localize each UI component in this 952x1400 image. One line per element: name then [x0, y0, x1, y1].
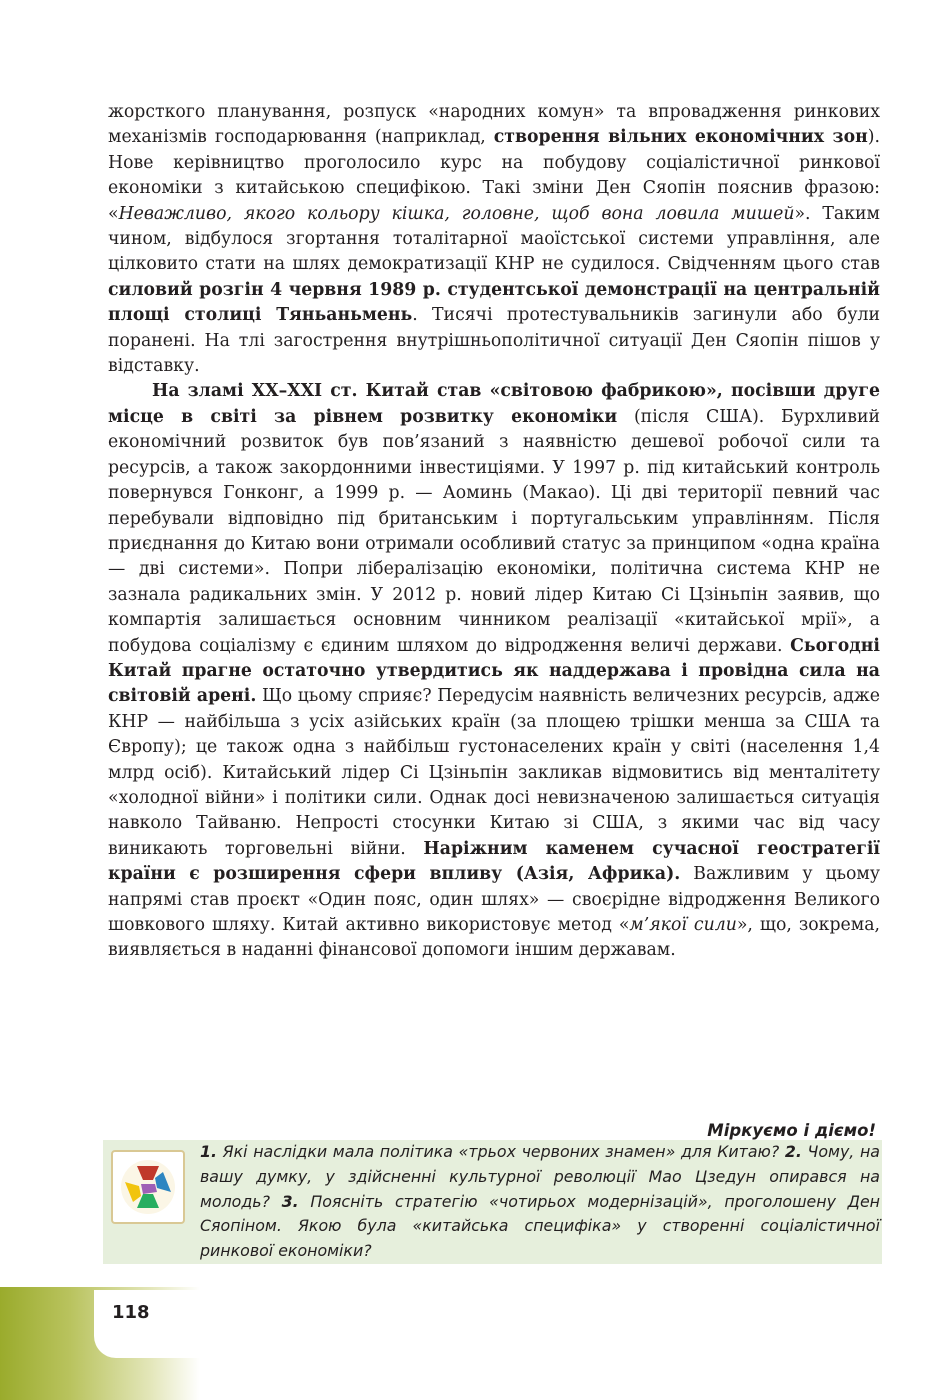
think-section-heading: Міркуємо і діємо!	[707, 1121, 876, 1140]
main-text	[108, 100, 880, 964]
text-run: Важливим у цьому напрямі став проєкт «Один пояс, один шлях» — своєрідне відродження Великого шовкового шляху. Китай активно використовує метод «	[108, 864, 880, 935]
question-number: 3.	[281, 1191, 299, 1211]
question-number: 2.	[784, 1142, 802, 1161]
bold-run: Наріжним каменем сучасної геостратегії країни є розширення сфери впливу (Азія, Африка).	[108, 838, 880, 885]
question-text: Які наслідки мала політика «трьох червоних знамен» для Китаю?	[217, 1142, 785, 1161]
hands-icon	[111, 1150, 185, 1224]
question-text: Поясніть стратегію «чотирьох модернізацій», проголошену Ден Сяопіном. Якою була «китайська специфіка» у створенні соціалістичної ринкової економіки?	[200, 1191, 881, 1261]
term-italic: м’якої сили	[629, 915, 737, 935]
bold-run: створення вільних економічних зон	[493, 127, 868, 148]
think-box	[103, 1140, 882, 1264]
question-text: Чому, на вашу думку, у здійсненні культурної революції Мао Цзедун опирався на молодь?	[200, 1142, 880, 1211]
text-run: (після США). Бурхливий економічний розвиток був пов’язаний з наявністю дешевої робочої сили та ресурсів, а також закордонними інвестиціями. У 1997 р. під китайський контроль повернувся Гонконг, а 1999 р. — Аоминь (Макао). Ці дві території певний час перебували відповідно під британським і португальським управлінням. Після приєднання до Китаю вони отримали особливий статус за принципом «одна країна — дві системи». Попри лібералізацію економіки, політична система КНР не зазнала радикальних змін. У 2012 р. новий лідер Китаю Сі Цзіньпін заявив, що компартія залишається основним чинником реалізації «китайської мрії», а побудова соціалізму є єдиним шляхом до відродження величі держави.	[108, 406, 880, 656]
bold-run: На зламі XX–XXI ст. Китай став «світовою фабрикою», посівши друге місце в світі за рівнем розвитку економіки	[108, 381, 880, 427]
paragraph-2	[108, 379, 880, 963]
text-run: ». Таким чином, відбулося згортання тоталітарної маоїстської системи управління, але цілковито стати на шлях демократизації КНР не судилося. Свідченням цього став	[108, 203, 880, 275]
text-run: . Тисячі протестувальників загинули або були поранені. На тлі загострення внутрішньополітичної ситуації Ден Сяопін пішов у відставку.	[108, 305, 881, 377]
page-number: 118	[112, 1302, 150, 1323]
think-questions	[200, 1140, 880, 1264]
bold-run: силовий розгін 4 червня 1989 р. студентської демонстрації на центральній площі столиці Тяньаньмень	[108, 279, 880, 326]
page-number-tab	[94, 1290, 294, 1358]
quote-italic: Неважливо, якого кольору кішка, головне, щоб вона ловила мишей	[118, 203, 795, 224]
text-run: », що, зокрема, виявляється в наданні фінансової допомоги іншим державам.	[108, 915, 880, 961]
text-run: жорсткого планування, розпуск «народних комун» та впровадження ринкових механізмів господарювання (наприклад,	[108, 102, 880, 148]
bold-run: Сьогодні Китай прагне остаточно утвердитись як наддержава і провідна сила на світовій арені.	[108, 635, 880, 707]
paragraph-1	[108, 100, 880, 379]
text-run: ). Нове керівництво проголосило курс на побудову соціалістичної ринкової економіки з китайською специфікою. Такі зміни Ден Сяопін пояснив фразою: «	[108, 127, 880, 224]
text-run: Що цьому сприяє? Передусім наявність величезних ресурсів, адже КНР — найбільша з усіх азійських країн (за площею трішки менша за США та Європу); це також одна з найбільш густонаселених країн у світі (населення 1,4 млрд осіб). Китайський лідер Сі Цзіньпін закликав відмовитись від менталітету «холодної війни» і політики сили. Однак досі невизначеною залишається ситуація навколо Тайваню. Непрості стосунки Китаю зі США, з якими час від часу виникають торговельні війни.	[108, 686, 880, 859]
question-number: 1.	[200, 1142, 217, 1161]
